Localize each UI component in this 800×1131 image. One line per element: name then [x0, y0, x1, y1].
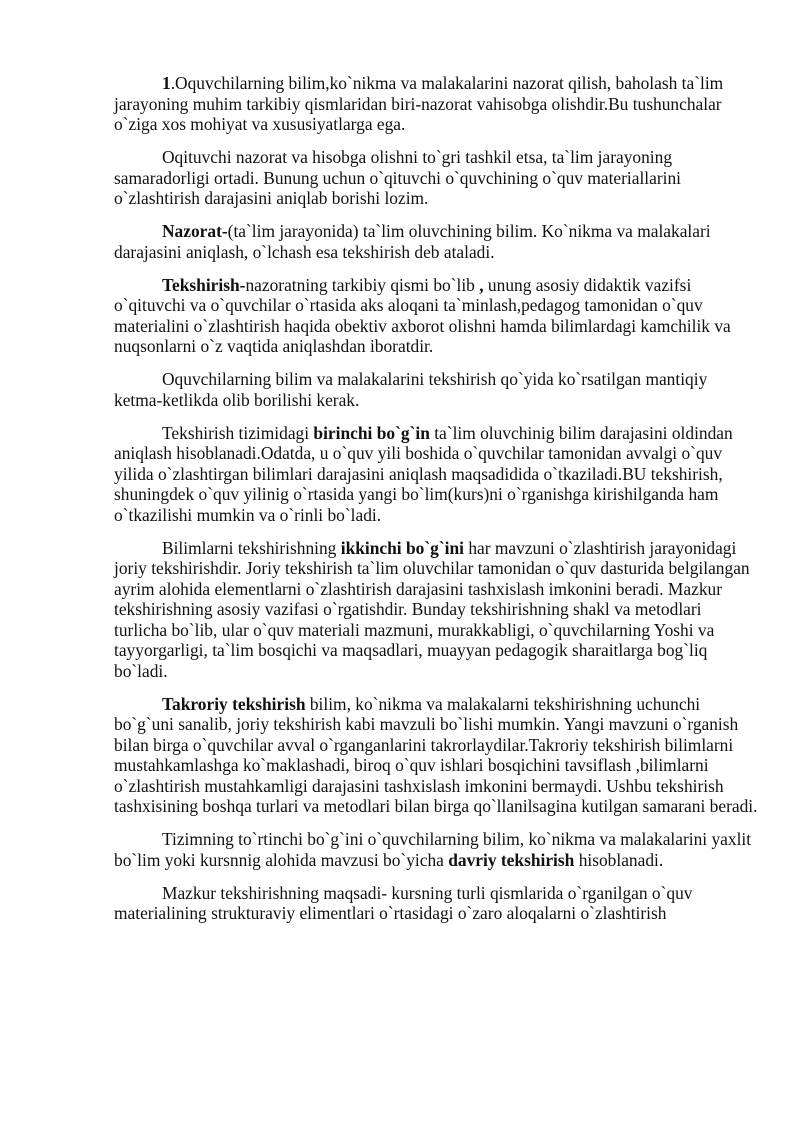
term-birinchi-bogin: birinchi bo`g`in	[313, 422, 430, 443]
term-ikkinchi-bogini: ikkinchi bo`g`ini	[340, 537, 464, 558]
paragraph-text: Mazkur tekshirishning maqsadi- kursning turli qismlarida o`rganilgan o`quv materialining strukturaviy elimentlari o`rtasidagi o`zaro aloqalarni o`zlashtirish	[114, 882, 693, 923]
paragraph-text: unung asosiy didaktik vazifsi o`qituvchi va o`quvchilar o`rtasida aks aloqani ta`minlash,pedagog tamonidan o`quv materialini o`zlashtirish haqida obektiv axborot olishni hamda bilimlardagi kamchilik va nuqsonlarni o`z vaqtida aniqlashdan iboratdir.	[114, 274, 731, 356]
paragraph-text: Bilimlarni tekshirishning	[162, 537, 341, 558]
paragraph-second-link	[114, 538, 758, 682]
term-takroriy-tekshirish: Takroriy tekshirish	[162, 693, 306, 714]
paragraph-text: hisoblanadi.	[574, 849, 664, 870]
term-tekshirish: Tekshirish-	[162, 274, 246, 295]
bold-comma: ,	[479, 274, 484, 295]
paragraph-number: 1	[162, 73, 171, 93]
paragraph-text: .Oquvchilarning bilim,ko`nikma va malakalarini nazorat qilish, baholash ta`lim jarayoning muhim tarkibiy qismlaridan biri-nazorat vahisobga olishdir.Bu tushunchalar o`ziga xos mohiyat va xususiyatlarga ega.	[114, 73, 724, 134]
paragraph-text: ta`lim oluvchinig bilim darajasini oldindan aniqlash hisoblanadi.Odatda, u o`quv yili boshida o`quvchilar tamonidan avvalgi o`quv yilida o`zlashtirgan bilimlari darajasini aniqlash maqsadidida o`tkaziladi.BU tekshirish, shuningdek o`quv yilinig o`rtasida yangi bo`lim(kurs)ni o`rganishga kirishilganda ham o`tkazilishi mumkin va o`rinli bo`ladi.	[114, 422, 733, 525]
paragraph-purpose	[114, 883, 758, 924]
paragraph-fourth-link	[114, 829, 758, 870]
paragraph-text: nazoratning tarkibiy qismi bo`lib	[245, 274, 480, 295]
term-davriy-tekshirish: davriy tekshirish	[448, 849, 575, 870]
paragraph-repeat-check	[114, 694, 758, 817]
paragraph-sequence	[114, 369, 758, 410]
paragraph-intro	[114, 73, 758, 135]
paragraph-text: Oqituvchi nazorat va hisobga olishni to`gri tashkil etsa, ta`lim jarayoning samaradorligi ortadi. Bunung uchun o`qituvchi o`quvchining o`quv materiallarini o`zlashtirish darajasini aniqlab borishi lozim.	[114, 147, 681, 208]
paragraph-text: bilim, ko`nikma va malakalarni tekshirishning uchunchi bo`g`uni sanalib, joriy tekshirish kabi mavzuli bo`lishi mumkin. Yangi mavzuni o`rganish bilan birga o`quvchilar avval o`rganganlarini takrorlaydilar.Takroriy tekshirish bilimlarni mustahkamlashga ko`maklashadi, biroq o`quv ishlari bosqichini tavsiflash ,bilimlarni o`zlashtirish mustahkamligi darajasini tashxislash imkonini bermaydi. Ushbu tekshirish tashxisining boshqa turlari va metodlari bilan birga qo`llanilsagina kutilgan samarani beradi.	[114, 693, 758, 816]
paragraph-nazorat-definition	[114, 221, 758, 262]
term-nazorat: Nazorat-	[162, 221, 228, 241]
paragraph-text: (ta`lim jarayonida) ta`lim oluvchining bilim. Ko`nikma va malakalari darajasini aniqlash, o`lchash esa tekshirish deb ataladi.	[114, 221, 711, 262]
paragraph-first-link	[114, 423, 758, 526]
paragraph-text: har mavzuni o`zlashtirish jarayonidagi joriy tekshirishdir. Joriy tekshirish ta`lim oluvchilar tamonidan o`quv dasturida belgilangan ayrim alohida elementlarni o`zlashtirish darajasini tashxislash imkonini beradi. Mazkur tekshirishning asosiy vazifasi o`rgatishdir. Bunday tekshirishning shakl va metodlari turlicha bo`lib, ular o`quv materiali mazmuni, murakkabligi, o`quvchilarning Yoshi va tayyorgarligi, ta`lim bosqichi va maqsadlari, muayyan pedagogik sharaitlarga bog`liq bo`ladi.	[114, 537, 750, 681]
paragraph-text: Oquvchilarning bilim va malakalarini tekshirish qo`yida ko`rsatilgan mantiqiy ketma-ketlikda olib borilishi kerak.	[114, 369, 708, 410]
paragraph-tekshirish-definition	[114, 275, 758, 357]
paragraph-teacher-control	[114, 147, 758, 209]
paragraph-text: Tizimning to`rtinchi bo`g`ini o`quvchilarning bilim, ko`nikma va malakalarini yaxlit bo`lim yoki kursnnig alohida mavzusi bo`yicha	[114, 829, 752, 870]
paragraph-text: Tekshirish tizimidagi	[162, 422, 314, 443]
